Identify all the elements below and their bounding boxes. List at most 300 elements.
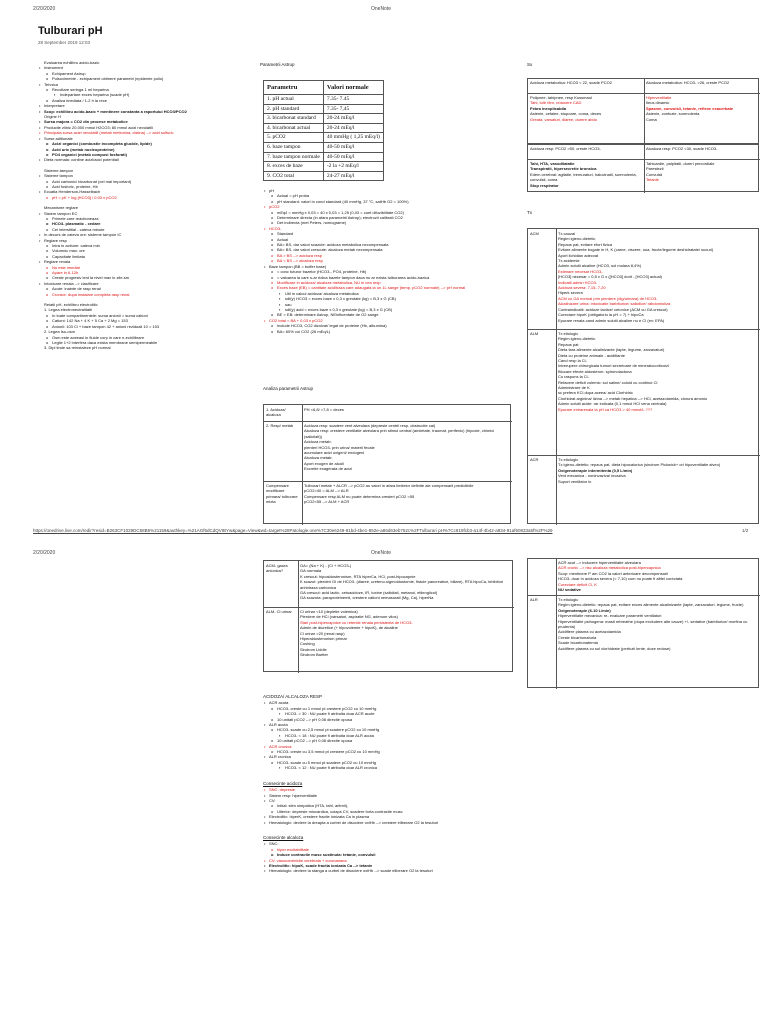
evaluation-list-item: • In decurs de cateva ore: sisteme tampon IC	[38, 232, 248, 237]
acidosis-list-item: • Hematologic: deviere la dreapta a curbei de disociere oxiHb --> crestere eliberare O2 la tesuturi	[263, 820, 523, 825]
symptoms-left-list	[530, 95, 642, 122]
analysis-table	[263, 404, 511, 524]
astrup-notes-list-item: ▪ Util in calcul acidoza/ alcaloza metabolica	[263, 291, 513, 296]
diagnostic-item: • Sindrom Liddle	[300, 647, 512, 652]
treatment-item: • Intrerupere chirurgicala tumori secretoare de mineralocorticoizi	[558, 363, 758, 368]
evaluation-list-item: • Dieta normala: contine acizi/acid potentiali	[38, 157, 248, 162]
acidosis-list-item: • Electrolitic: hiperK, crestere fractie ionizata Ca in plasma	[263, 814, 523, 819]
respiratory-compensation-list	[263, 700, 523, 770]
diagnostic-item: • Admin de diuretice (+ hipovolemie + hipoK), de alcaline	[300, 625, 512, 630]
respiratory-compensation-list-item: o 10 unitati pCO2 --> pH 0,08 directie opusa	[263, 717, 523, 722]
treatment-key	[530, 231, 554, 245]
treatment-item: • Epurare extrarenala la pH ca HCO3 > 40 mmol/L ???	[558, 407, 758, 412]
treatment-key	[530, 331, 554, 345]
symptoms-right-item: • Convulsii	[646, 172, 758, 177]
table-border	[528, 455, 760, 456]
analysis-key-text: 1. Acidoza/ alcaloza	[266, 407, 286, 418]
diagnostic-item: • Stari post-hipercapnice cu retentie renala persistenta de HCO3-	[300, 620, 512, 625]
treatment-heading: Tx	[527, 210, 532, 215]
astrup-notes-list-item: o Actual = pH proba	[263, 193, 513, 198]
evaluation-list-item: • Surse aditionale	[38, 136, 248, 141]
symptoms-left-item: • Transpiratii, hipersecretie bronsica	[530, 166, 642, 171]
treatment-alr-list	[558, 597, 758, 651]
analysis-item: • acumulare acizi oxigeni/ endogeni	[304, 450, 510, 455]
symptoms-right-title	[646, 80, 758, 93]
treatment-item: • Alcalinizare urina: intoxicatie barbiturice/ salicilice/ rabdomioliza	[558, 301, 758, 306]
evaluation-list-item: o Cel interstitial - cateva minute	[38, 227, 248, 232]
astrup-notes-list-item: o Include HCO3, CO2 dizolvat/ legat de proteine (Hb, albumina)	[263, 323, 513, 328]
astrup-table-body	[264, 95, 384, 181]
symptoms-right-item: • Coma	[646, 117, 758, 122]
astrup-notes-list-item: o BA < BS --> alcaloza resp	[263, 258, 513, 263]
table-cell: 1. pH actual	[264, 95, 324, 105]
respiratory-compensation-list-item: ▪ HCO3- < 18 : NU poate fi atribuita doar ALR acuta	[263, 733, 523, 738]
diagnostic-table	[263, 560, 513, 672]
analysis-item: • Tulburari metab + ALCR --> pCO2 au valori in afara limitelor definite ale compensarii predictibile	[304, 483, 510, 488]
evaluation-list-item: 3. Dipl tinde sa reinstaleze pH normal	[44, 345, 111, 351]
diagnostic-item: • K scazut: pierderi GI de HCO3- (diaree, ureteno-sigmoidostomie, fistule pancreatice, biliare), RTA hipoCa, inhibitori anhidraza carbonica	[300, 579, 512, 590]
table-row	[264, 95, 384, 105]
treatment-item: • Indicatii admin HCO3-	[558, 280, 758, 285]
treatment-item: • Dieta cu proteine animale - acidifiante	[558, 353, 758, 358]
column-astrup	[260, 62, 510, 68]
analysis-list	[304, 483, 510, 505]
treatment-item: • Evitare alimente bogate in H, K (carne, viscere, oua, fructe/legume deshidratate/ sucuri)	[558, 247, 758, 252]
symptoms-heading-wrap	[527, 62, 737, 68]
table-cell: 40-50 mEq/l	[323, 152, 383, 162]
alkalosis-list-item: o Induce contractie musc sustinuta: tetanie, convulsii	[263, 852, 523, 857]
treatment-list	[558, 331, 758, 412]
print-header	[0, 6, 768, 16]
page-2	[0, 544, 768, 1024]
evaluation-list-item: • Interpretare	[38, 103, 248, 108]
treatment-alr-item: • Hiperventilatie mecanica: re- evaluare parametri ventilatori	[558, 613, 758, 618]
treatment-item: • Cu raspuns la Cl-	[558, 374, 758, 379]
evaluation-list-item: o PO4 organici (metab compusi fosforati)	[38, 152, 248, 157]
diagnostic-item: • Pierdere de HCl (varsaturi, aspiratie NG, adenom vilos)	[300, 614, 512, 619]
symptoms-right-title-text: Alcaloza resp: PCO2 <30, scade HCO3-	[646, 146, 718, 151]
treatment-list	[558, 231, 758, 323]
symptoms-metabolic-table	[527, 78, 759, 144]
analysis-list	[304, 407, 510, 412]
treatment-item: • Admin solutii alcaline (HCO3, sol molara 8,4%)	[558, 263, 758, 268]
source-url[interactable]: https://onedrive.live.com/redir?resid=B263CF1029DC58B5%21159&authkey=%21AGf6dCdQVIBYw&page=View&wd=target%28Patologie.one%7C30e6249-81bd-4be1-852e-a86d63eb752c%2FTulburari pH%7Cc819fcb3-a14f-4b42-a934-91af60833a5f%2F%29	[33, 528, 553, 533]
evaluation-list-item: o Echipament Astrup	[38, 71, 248, 76]
treatment-item: • Tx cauzal	[558, 231, 758, 236]
diagnostic-item: • GA= (Na + K) - (Cl + HCO3-)	[300, 563, 512, 568]
evaluation-list-item: o Intra in actiune: cateva min	[38, 243, 248, 248]
treatment-item: • Blocare efecte aldosteron: spironolactona	[558, 369, 758, 374]
symptoms-left-item: • Tahi, tulb ritm, reducere CAD	[530, 100, 642, 105]
treatment-item: • Oxigenoterapie intermitenta (0,5 L/min)	[558, 468, 758, 473]
print-date: 2/20/2020	[33, 6, 56, 12]
evaluation-list-item: Mecanisme reglare	[44, 205, 79, 211]
print-date: 2/20/2020	[33, 550, 56, 556]
treatment-item: • Epurare renala cand admin solutii alcaline nu e CI (ex: EPA)	[558, 318, 758, 323]
evaluation-list-item: • Principala sursa acizi nevolatili (metab metionina, cistina) --> acid sulfuric	[38, 130, 248, 135]
evaluation-list-item: o Analiza imediata / 1-2 h la rece	[38, 98, 248, 103]
respiratory-compensation-list-item: ▪ HCO3- > 30 : NU poate fi atribuita doar ACR acute	[263, 711, 523, 716]
page-number: 1/2	[742, 528, 749, 533]
treatment-item: • Administrare de K	[558, 385, 758, 390]
astrup-notes-list-item: o Det indirecta (met Peters, nomograme)	[263, 220, 513, 225]
astrup-notes-list-item: o BE > EB: determinare Astrup, NEinfluentate de O2 sange	[263, 312, 513, 317]
symptoms-right-item: • Spasme, convulsii, tetanie, reflexe exacerbate	[646, 106, 758, 111]
acidosis-list-item: o Ulterior: depresie miocardica, colaps CV, scadere forta contractie musc	[263, 809, 523, 814]
alkalosis-list-item: • CV: vasoconstrictie cerebrala + coronariana	[263, 858, 523, 863]
diagnostic-item: • Cl urinar >20 (renal rasp)	[300, 631, 512, 636]
treatment-value	[558, 331, 758, 454]
diagnostic-item: • Hiperaldosteronism primar	[300, 636, 512, 641]
treatment-alr-item: • Creste bicarbonaturia	[558, 635, 758, 640]
evaluation-list-item: o Acute: inainte de rasp renal	[38, 286, 248, 291]
table-border	[556, 559, 557, 689]
analysis-item: • Excretie exagerata de acizi	[304, 466, 510, 471]
evaluation-list-item: • Intoxicare renala --> clasificare	[38, 281, 248, 286]
treatment-key-text: ACM	[530, 231, 539, 236]
astrup-notes-list-item: o BA= 60% vol CO2 (26 mEq/L)	[263, 329, 513, 334]
analysis-value	[304, 423, 510, 480]
table-row	[264, 171, 384, 181]
treatment-continued-item: • ACR acut --> inducere hiperventilatie alveolara	[558, 560, 758, 565]
analysis-value	[304, 407, 510, 420]
evaluation-list-item: o Anionii: 103 Cl + baze tampon 42 + anioni reziduali 10 = 153	[38, 324, 248, 329]
analysis-key	[266, 483, 300, 524]
diagnostic-list	[300, 609, 512, 658]
evaluation-list-item: o HCO3- plasmatic - cedare	[38, 221, 248, 226]
evaluation-list-item: Relatii pH- echilibru electrolitic	[44, 302, 98, 308]
page-timestamp: 28 September 2019 12:03	[38, 40, 91, 45]
symptoms-left-item: • Astenie, cefalee, stupoare, coma, deces	[530, 111, 642, 116]
symptoms-left	[530, 161, 642, 192]
symptoms-respiratory-table	[527, 144, 759, 192]
table-row	[264, 104, 384, 114]
table-border	[644, 145, 645, 193]
table-cell: 7.35- 7,45	[323, 104, 383, 114]
treatment-item: • Tx etiologic	[558, 457, 758, 462]
evaluation-list-item: • Sistem tampon EC	[38, 211, 248, 216]
acidosis-list-item: o Initial: stim simpatica (HTA, tahi, aritmii),	[263, 803, 523, 808]
evaluation-list-item: o In toate compartimentele: suma anionii = suma cationi	[38, 313, 248, 318]
treatment-continued-item: • HCO3- doar in acidoza severa (< 7,10) cum nu poate fi altfel corectata	[558, 576, 758, 581]
table-border	[264, 607, 514, 608]
evaluation-list-item: • Reglare resp	[38, 238, 248, 243]
respiratory-compensation-list-item: • ALR cronica	[263, 754, 523, 759]
evaluation-list-item: • Ecuatia Henderson-Hasselbach	[38, 189, 248, 194]
respiratory-compensation-list-item: • ALR acuta	[263, 722, 523, 727]
table-cell: 3. bicarbonat standard	[264, 114, 324, 124]
table-cell: 20-24 mEq/l	[323, 114, 383, 124]
evaluation-list-item: o Pulsoximetrie - echipament obtinere parametri (epidemie polio)	[38, 76, 248, 81]
astrup-notes-list-item: o Standard	[263, 231, 513, 236]
evaluation-list-item: o Volumnic max: ore	[38, 248, 248, 253]
diagnostic-item: • GA normala	[300, 568, 512, 573]
evaluation-list-item: o Cationi: 142 Na + 4 K + 5 Ca + 2 Mg = 153	[38, 318, 248, 323]
diagnostic-key	[266, 563, 296, 583]
evaluation-list-item: • Sursa majora = CO2 din procese metabolice	[38, 119, 248, 124]
symptoms-left-title-text: Acidoza resp: PCO2 >50, creste HCO3-	[530, 146, 601, 151]
table-border	[528, 93, 760, 94]
astrup-notes	[263, 188, 513, 334]
print-app-name: OneNote	[371, 6, 392, 12]
treatment-list	[558, 457, 758, 484]
respiratory-compensation-list-item: • ACR acuta	[263, 700, 523, 705]
treatment-heading-wrap	[527, 210, 737, 216]
table-row	[264, 133, 384, 143]
respiratory-compensation-list-item: o HCO3- creste cu 1 mmol pt crestere pCO2 cu 10 mmHg	[263, 706, 523, 711]
acidosis-list	[263, 787, 523, 825]
treatment-alr-item: • Hiperventilatie psihogena: masti rebreathe (dupa excludere alte cauze) +/- sedative (barbiturice/ morfina cu prudenta)	[558, 619, 758, 630]
evaluation-list-item: • Scop: echilibru acido-bazic + mentinere constanta a raportului HCO3/PCO2	[38, 109, 248, 114]
astrup-notes-list-item: o Determinare directa (in afara parametrii Astrup); electrozii calibrati CO2	[263, 215, 513, 220]
acidosis-list-item: • Sistem resp: hiperventilatie	[263, 793, 523, 798]
table-cell: 7. baze tampon normale	[264, 152, 324, 162]
treatment-item: • Suport ventilator in	[558, 479, 758, 484]
respiratory-compensation-list-item: ▪ HCO3- < 12 : NU poate fi atribuita doar ALR cronica	[263, 765, 523, 770]
diagnostic-item: • Cushing	[300, 641, 512, 646]
treatment-item: • sc prefera KCl dupa aceea/ acid Clorhidric	[558, 390, 758, 395]
table-header-cell: Parametru	[264, 81, 324, 95]
treatment-item: • Admin solutii acide: rar indicata (0,1 mmol HCl vena centrala)	[558, 401, 758, 406]
respiratory-compensation-list-item: o HCO3- scade cu 5 mmol pt scadere pCO2 cu 10 mmHg	[263, 760, 523, 765]
evaluation-list-item: 1. Legea electroneutralitatii	[44, 307, 93, 313]
evaluation-list-item: • Instrument	[38, 65, 248, 70]
astrup-notes-list-item: o = conc tuturor bazelor (HCO3-, PO4, proteine, Hb)	[263, 269, 513, 274]
table-header-row	[264, 81, 384, 95]
astrup-notes-list-item: • CO2 total = BA + 0,03 x pCO2	[263, 318, 513, 323]
treatment-alr-item: • Acidifiere plasma cu acetazolamida	[558, 629, 758, 634]
evaluation-list-item: o pH = pK + log [HCO3] / 0.03 x pCO2	[38, 195, 248, 200]
astrup-notes-list-item: ▪ sdf(y) HCO3 = exces baze x 0,3 x greutate (kg) = B,3 x G (CB)	[263, 296, 513, 301]
treatment-alr-item: • Tx etiologic	[558, 597, 758, 602]
astrup-notes-list-item: o BA > BS --> acidoza resp	[263, 253, 513, 258]
table-border	[644, 79, 645, 145]
analysis-key	[266, 423, 300, 480]
treatment-item: • Regim igieno-dietetic	[558, 336, 758, 341]
table-cell: 6. baze tampon	[264, 142, 324, 152]
acidosis-list-item: • SNC: depresie	[263, 787, 523, 792]
treatment-item: • Regim igieno-dietetic	[558, 236, 758, 241]
treatment-item: • Tx igieno-dietetic: repaus pat, dieta hipocalorica (sindrom Pickwick+ ori hipoventilatie alveo)	[558, 462, 758, 467]
table-border	[528, 329, 760, 330]
treatment-table	[527, 228, 759, 524]
diagnostic-item: • K crescut: hipoaldosteronism, RTA hiperCa, HCl, post-hipocapnie	[300, 574, 512, 579]
respiratory-compensation	[263, 694, 523, 874]
symptoms-right-item: • Tahicardie, palpitatii, dureri precordiale	[646, 161, 758, 166]
evaluation-list-item: o Nu este imediat	[38, 265, 248, 270]
treatment-alr-item: • Oxigenoterapie (6-10 L/min)	[558, 608, 758, 613]
evaluation-list-item: Sisteme-tampon	[44, 167, 74, 173]
diagnostic-key-text: ALM- Cl urinar	[266, 609, 292, 614]
print-app-name: OneNote	[371, 550, 392, 556]
treatment-item: • Estimare necesar HCO3-	[558, 269, 758, 274]
treatment-alr-item: • Regim igieno-dietetic: repaus pat, evitare exces alimente alcalinizante (lapte, zarzavaturi, legume, fructe)	[558, 602, 758, 607]
table-cell: 24-27 mEq/l	[323, 171, 383, 181]
treatment-item: • Aport lichidian adecvat	[558, 253, 758, 258]
treatment-key	[530, 457, 554, 471]
respiratory-compensation-list-item: o 10 unitati pCO2 --> pH 0,08 directie opusa	[263, 738, 523, 743]
treatment-item: • Tx etiologic	[558, 331, 758, 336]
symptoms-left-item: • Febra inexplicabila	[530, 106, 642, 111]
respiratory-compensation-heading: ACIDOZA/ ALCALOZA RESP	[263, 694, 323, 699]
respiratory-compensation-list-item: o HCO3- scade cu 2,5 mmol pt scadere pCO2 cu 10 mmHg	[263, 727, 523, 732]
analysis-item: • pCO2<55 --> ALM + ACR	[304, 499, 510, 504]
treatment-item: • Clorhidrat arginina/ lizina --> metab hepatica --> HCl, acetazolamida, clorura amoniu	[558, 396, 758, 401]
diagnostic-item: • Sindrom Bartter	[300, 652, 512, 657]
treatment-value	[558, 457, 758, 524]
evaluation-list-item: Evaluarea echilibru acido-bazic	[44, 60, 100, 65]
treatment-continued-item: • ACR cronic --> risc alcaloza metabolica post-hipercapnica	[558, 565, 758, 570]
astrup-notes-list-item: ▪ sau	[263, 302, 513, 307]
treatment-item: • ACM cu GA normal prin pierdere (dig/urinara) de HCO3-	[558, 296, 758, 301]
astrup-notes-list-item: • pCO2	[263, 204, 513, 209]
symptoms-right-item: • Ileus dinamic	[646, 100, 758, 105]
astrup-notes-list-item: o Modificare in acidoza/ alcaloza metabolica, NU in cea resp	[263, 280, 513, 285]
astrup-notes-list-item: o mEq/l = mmHg x 0,03 = 40 x 0,03 = 1,25 (0,03 = coef difuzibilitate CO2)	[263, 210, 513, 215]
analysis-item: • PH <6,8/ >7,8 = deces	[304, 407, 510, 412]
table-border	[528, 159, 760, 160]
evaluation-list-item: Origine H	[44, 114, 61, 120]
evaluation-list-item: • Tehnica	[38, 82, 248, 87]
analysis-key-text: Compensare modificare primara/ tulburare mixta	[266, 483, 298, 505]
diagnostic-item: • GA scazuta: paraproteinemii, crestere cationi nemasurati (Mg, Ca), hiperNa	[300, 595, 512, 600]
treatment-key	[530, 597, 554, 609]
alkalosis-list-item: • SNC:	[263, 841, 523, 846]
treatment-alr-item: • Scade bicarbonatemia	[558, 640, 758, 645]
evaluation-list-item: o Osm este aceeasi in fluide corp in care n-echilibrare	[38, 335, 248, 340]
treatment-table-continued	[527, 558, 759, 688]
evaluation-list-item: o Creste progresiv lent la nivel max in zile-sm	[38, 275, 248, 280]
evaluation-list-item: o Acid uric (metab nucleoproteine)	[38, 147, 248, 152]
evaluation-list-item: o Acid fosforic, proteine, Hb	[38, 184, 248, 189]
symptoms-left-title	[530, 80, 642, 93]
astrup-notes-list-item: • pH	[263, 188, 513, 193]
table-row	[264, 162, 384, 172]
astrup-parameters-table	[263, 80, 384, 181]
table-cell: 5. pCO2	[264, 133, 324, 143]
acidosis-heading: Consecinte acidoza	[263, 780, 303, 786]
evaluation-list-item: ▪ Indepartare exces heparina (scade pH)	[38, 92, 248, 97]
table-border	[264, 481, 512, 482]
analysis-key-text: 2. Resp/ metab	[266, 423, 294, 428]
analysis-item: • Aport exogen de alcali	[304, 461, 510, 466]
alkalosis-list-item: o hiper excitabilitate	[263, 847, 523, 852]
symptoms-right-item: • Astenie, confuzie, somnolenta	[646, 111, 758, 116]
evaluation-list-item: • Reglare renala	[38, 259, 248, 264]
evaluation-list-item: o Primele care reactioneaza	[38, 216, 248, 221]
evaluation-list-item: • Sisteme tampon	[38, 173, 248, 178]
symptoms-left-item: • Tahi, HTA, vasodilatatie	[530, 161, 642, 166]
symptoms-left	[530, 95, 642, 144]
treatment-key-text: ACR	[530, 457, 539, 462]
symptoms-right-item: • Tetanie	[646, 177, 758, 182]
symptoms-left-item: • Greata, varsaturi, diaree, durere abdo	[530, 117, 642, 122]
symptoms-left-title	[530, 146, 642, 159]
column-evaluation	[38, 60, 248, 351]
symptoms-left-item: • Edem cerebral: agitatie, tremuraturi, halucinatii, somnolenta, convulsii, coma	[530, 172, 642, 183]
evaluation-list-item: o Capacitate limitata	[38, 254, 248, 259]
alkalosis-list-item: • Hematologic: deviere la stanga a curbei de disociere oxiHb --> scade eliberare O2 la tesuturi	[263, 868, 523, 873]
astrup-notes-list-item: o Actual	[263, 237, 513, 242]
analysis-item: • Alcaloza resp: crestere ventilatie alveolara prin stimul central (anxietate, traumat, perifenic) (hipoxie, chimici (salicilati))	[304, 428, 510, 439]
treatment-item: • Dieta fara alimente alcalinizante (lapte, legume, zarzavaturi)	[558, 347, 758, 352]
treatment-item: • Contraindicatii: acidoze lactice/ cetonice (ACM cu GA crescut)	[558, 307, 758, 312]
treatment-item: • Corectare hipoK (obligatoriu la pH > 7) + hipoCa	[558, 312, 758, 317]
symptoms-left-title-text: Acidoza metabolica: HCO3 < 22, scade PCO2	[530, 80, 612, 85]
treatment-alr-item: • Acidifiere plasma cu sol clorhidrate (perfuzii lente, doze reduse)	[558, 646, 758, 651]
treatment-continued-list	[558, 560, 758, 592]
symptoms-right-title-text: Alcaloza metabolica: HCO3- >26, creste PCO2	[646, 80, 730, 85]
diagnostic-key	[266, 609, 296, 629]
diagnostic-value	[300, 609, 512, 672]
astrup-notes-list	[263, 188, 513, 334]
astrup-notes-list-item: o Exces baze (EB) = cantitate acid/baza care adaugata la un 1L sange (temp, pCO2 normale) --> pH normal	[263, 285, 513, 290]
evaluation-list-item: o Cronice: dupa instalare completa rasp renal	[38, 292, 248, 297]
analysis-item: • Acidoza resp: scadere vent alveolara (depresie centrii resp, obstructie cai)	[304, 423, 510, 428]
treatment-item: • Refacere deficit volemic: sol saline/ coloid cu continut Cl	[558, 380, 758, 385]
astrup-notes-list-item: • HCO3-	[263, 226, 513, 231]
symptoms-right-item: • Parestezii	[646, 166, 758, 171]
treatment-value	[558, 597, 758, 687]
table-row	[264, 142, 384, 152]
treatment-item: • Hiperk severa	[558, 290, 758, 295]
diagnostic-key-text: ACM- gaura anionica?	[266, 563, 288, 574]
table-cell: 20-24 mEq/l	[323, 123, 383, 133]
treatment-continued-item: • Corectare deficit Cl, K	[558, 582, 758, 587]
symptoms-right-item: • Hiperventilatie	[646, 95, 758, 100]
symptoms-right-list	[646, 161, 758, 183]
diagnostic-value	[300, 563, 512, 606]
treatment-item: • [HCO3] necesar = 0,5 x G x ([HCO3] dorit - [HCO3] actual)	[558, 274, 758, 279]
page-title: Tulburari pH	[38, 25, 103, 37]
table-cell: 9. CO2 total	[264, 171, 324, 181]
treatment-item: • Vent mecanica - noninvaziva/ invaziva	[558, 473, 758, 478]
table-row	[264, 114, 384, 124]
evaluation-list-item: 2. Legea Iso-osm	[44, 329, 75, 335]
astrup-notes-list-item: • Baze tampon (BB = buffer base)	[263, 264, 513, 269]
analysis-item: • pCO2>40 = ALM --> ALR	[304, 488, 510, 493]
diagnostic-item: • GA crescut: acid lactic, cetoacidoze, IR, toxine (salicilati, metanol, etilenglicol)	[300, 590, 512, 595]
analysis-value	[304, 483, 510, 524]
table-border	[528, 595, 760, 596]
symptoms-right	[646, 161, 758, 192]
table-cell: 40 mmHg ( 1,25 mEq/l)	[323, 133, 383, 143]
table-row	[264, 123, 384, 133]
treatment-key-text: ALM	[530, 331, 539, 336]
treatment-item: • Acidoza severa: 7,15- 7,20	[558, 285, 758, 290]
table-border	[302, 405, 303, 525]
symptoms-right-title	[646, 146, 758, 159]
evaluation-list-item: o Legile 1+2 interfera daca exista membrane semipermeabile	[38, 340, 248, 345]
astrup-heading: Parametrii Astrup	[260, 62, 295, 67]
table-cell: 7.35- 7.45	[323, 95, 383, 105]
table-row	[264, 152, 384, 162]
acidosis-list-item: • CV:	[263, 798, 523, 803]
symptoms-heading: Sx	[527, 62, 533, 67]
symptoms-right	[646, 95, 758, 144]
evaluation-list-item: o Recoltare seringa 1 ml heparina	[38, 87, 248, 92]
astrup-analysis	[263, 386, 513, 392]
treatment-value	[558, 231, 758, 328]
diagnostic-list	[300, 563, 512, 601]
astrup-notes-list-item: o BA> BS, dar valori scazute: acidoza metabolica necompensata	[263, 242, 513, 247]
evaluation-list-item: o Acizi organici (combustie incompleta glucide, lipide)	[38, 141, 248, 146]
analysis-heading: Analiza parametrii Astrup	[263, 386, 314, 391]
treatment-item: • Tx acidemie	[558, 258, 758, 263]
astrup-notes-list-item: ▪ sdf(y) acid = exces baze x 0,3 x greutate (kg) = B,3 x G (CB)	[263, 307, 513, 312]
symptoms-left-list	[530, 161, 642, 188]
table-cell: 2. pH standard	[264, 104, 324, 114]
